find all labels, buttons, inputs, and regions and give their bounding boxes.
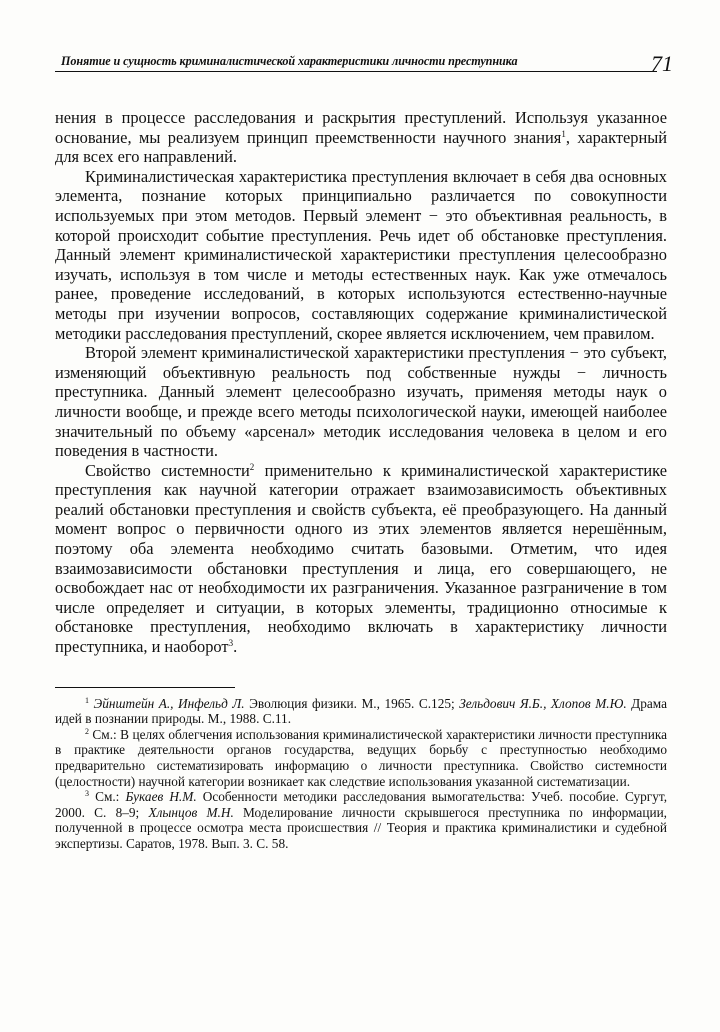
footnote-3 — [55, 789, 667, 851]
footnotes — [55, 696, 667, 852]
footnote-1-mark: 1 — [85, 695, 89, 705]
paragraph-4-text-b: применительно к криминалистической характеристике преступления как научной категории отражает взаимозависимость объективных реалий обстановки преступления и свойств субъекта, её преобразующего. На данный момент вопрос о первичности одного из этих элементов является нерешённым, поэтому оба элемента необходимо считать базовыми. Отметим, что идея взаимозависимости обстановки преступления и лица, его совершающего, не освобождает нас от необходимости их разграничения. Указанное разграничение в том числе определяет и ситуации, в которых элементы, традиционно относимые к обстановке преступления, необходимо включать в характеристику личности преступника, и наоборот — [55, 460, 668, 657]
footnote-1-text-1: Эволюция физики. М., 1965. С.125; — [244, 695, 460, 711]
paragraph-1-text-a: нения в процессе расследования и раскрытия преступлений. Используя указанное основание, мы реализуем принцип преемственности научного знания — [55, 108, 667, 147]
book-page — [55, 48, 673, 852]
footnote-2-mark: 2 — [85, 726, 89, 736]
paragraph-3: Второй элемент криминалистической характеристики преступления − это субъект, изменяющий объективную реальность под собственные нужды − личность преступника. Данный элемент целесообразно изучать, применяя методы наук о личности вообще, и прежде всего методы психологической науки, имеющей наиболее значительный по объему «арсенал» методик исследования человека в целом и его поведения в частности. — [55, 343, 667, 461]
paragraph-1-text-b: , характерный для всех его направлений. — [55, 127, 668, 167]
footnote-3-text-2: Особенности методики расследования вымогательства: Учеб. пособие. Сургут, 2000. С. 8–9; — [55, 789, 668, 820]
footnote-3-mark: 3 — [85, 789, 89, 799]
footnote-1-author-1: Эйнштейн А., Инфельд Л. — [93, 695, 245, 711]
paragraph-4-text-a: Свойство системности — [85, 460, 250, 480]
footnote-ref-3: 3 — [228, 638, 234, 649]
page-number: 71 — [651, 51, 673, 76]
footnote-3-author-2: Хлынцов М.Н. — [148, 804, 234, 820]
footnote-1-author-2: Зельдович Я.Б., Хлопов М.Ю. — [459, 695, 627, 711]
footnote-2 — [55, 727, 667, 789]
footnote-1 — [55, 696, 667, 727]
footnote-1-text-2: Драма идей в познании природы. М., 1988. С.11. — [55, 695, 668, 727]
footnote-ref-1: 1 — [561, 128, 566, 139]
paragraph-4-text-c: . — [233, 637, 238, 657]
footnote-2-text: См.: В целях облегчения использования криминалистической характеристики личности преступника в практике деятельности органов государства, ведущих борьбу с преступностью необходимо предварительно систематизировать информацию о личности преступника. Свойство системности (целостности) научной категории возникает как следствие использования указанной систематизации. — [55, 726, 667, 789]
paragraph-2: Криминалистическая характеристика преступления включает в себя два основных элемента, познание которых принципиально различается по совокупности используемых при этом методов. Первый элемент − это объективная реальность, в которой происходит событие преступления. Речь идет об обстановке преступления. Данный элемент криминалистической характеристики преступления целесообразно изучать, используя в том числе и методы естественных наук. Как уже отмечалось ранее, проведение исследований, в которых используются естественно-научные методы при изучении вопросов, составляющих содержание криминалистической методики расследования преступлений, скорее является исключением, чем правилом. — [55, 166, 667, 343]
running-title: Понятие и сущность криминалистической характеристики личности преступника — [61, 54, 518, 68]
paragraph-4 — [55, 461, 667, 657]
main-text — [55, 108, 667, 657]
page-header — [55, 48, 673, 76]
footnote-ref-2: 2 — [249, 461, 255, 472]
footnote-separator — [55, 687, 235, 688]
paragraph-1 — [55, 108, 667, 167]
footnote-3-author-1: Букаев Н.М. — [125, 789, 197, 805]
footnote-3-text-3: Моделирование личности скрывшегося преступника по информации, полученной в процессе осмотра места происшествия // Теория и практика криминалистики и судебной экспертизы. Саратов, 1978. Вып. 3. С. 58. — [55, 804, 668, 851]
header-rule — [55, 71, 657, 72]
footnote-3-text-1: См.: — [89, 789, 126, 805]
